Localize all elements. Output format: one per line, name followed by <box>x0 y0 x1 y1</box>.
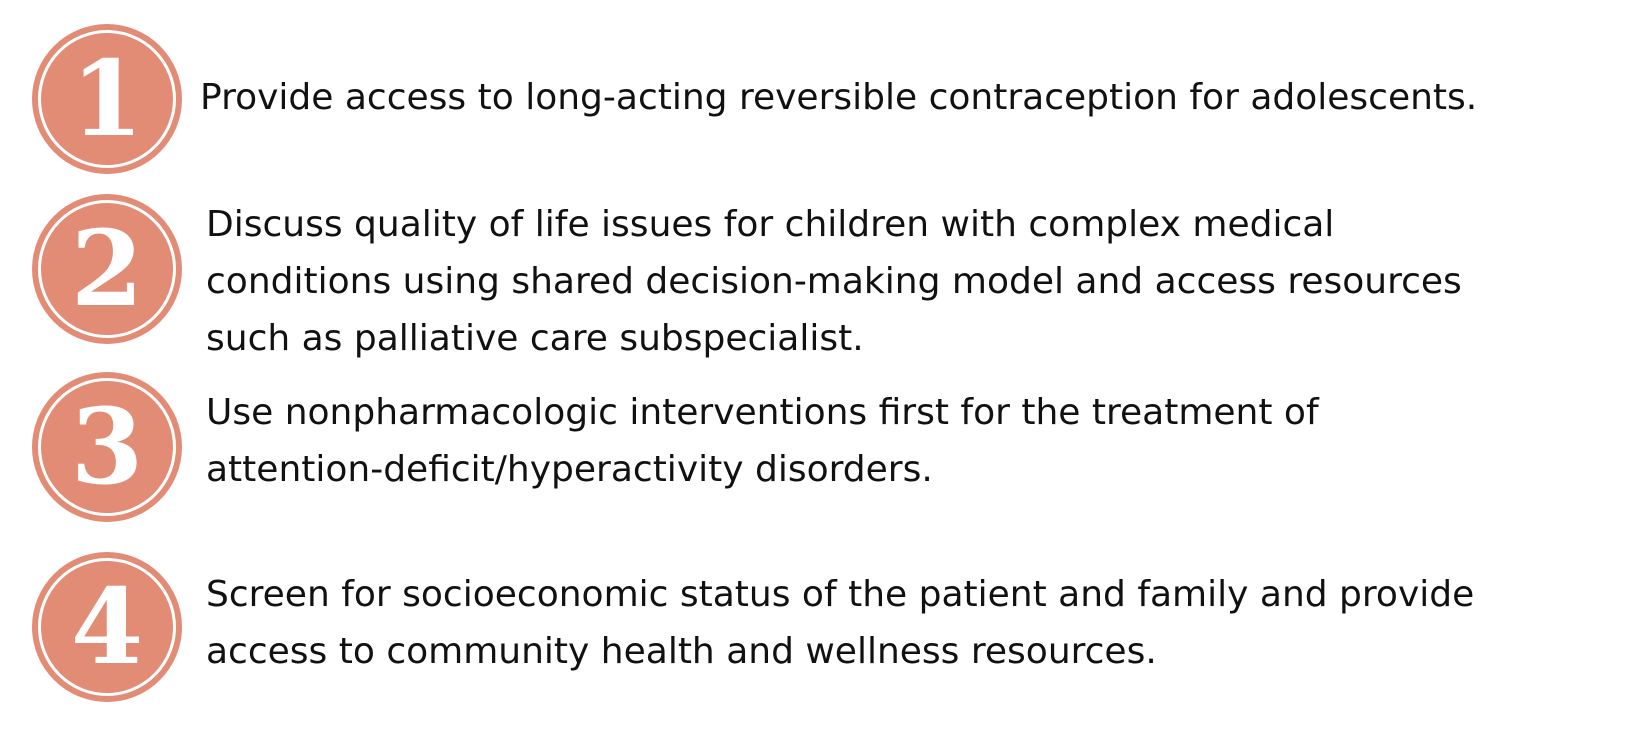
item-line: Screen for socioeconomic status of the patient and family and provide <box>206 574 1475 615</box>
number-badge-3 <box>32 372 182 522</box>
item-text <box>200 69 1477 126</box>
badge-number: 2 <box>70 207 144 330</box>
item-line: Provide access to long-acting reversible contraception for adolescents. <box>200 77 1478 118</box>
badge-number: 1 <box>70 37 144 160</box>
badge-number: 3 <box>70 385 144 508</box>
number-badge-2 <box>32 194 182 344</box>
item-text <box>206 566 1474 680</box>
item-line: access to community health and wellness resources. <box>206 631 1157 672</box>
number-badge-4 <box>32 552 182 702</box>
item-line: conditions using shared decision-making model and access resources <box>206 261 1462 302</box>
number-badge-1 <box>32 24 182 174</box>
item-text <box>206 196 1462 367</box>
item-line: Use nonpharmacologic interventions first for the treatment of <box>206 392 1319 433</box>
item-line: such as palliative care subspecialist. <box>206 318 864 359</box>
badge-number: 4 <box>70 565 144 688</box>
item-line: attention-deficit/hyperactivity disorders. <box>206 449 933 490</box>
item-line: Discuss quality of life issues for children with complex medical <box>206 204 1335 245</box>
item-text <box>206 384 1319 498</box>
